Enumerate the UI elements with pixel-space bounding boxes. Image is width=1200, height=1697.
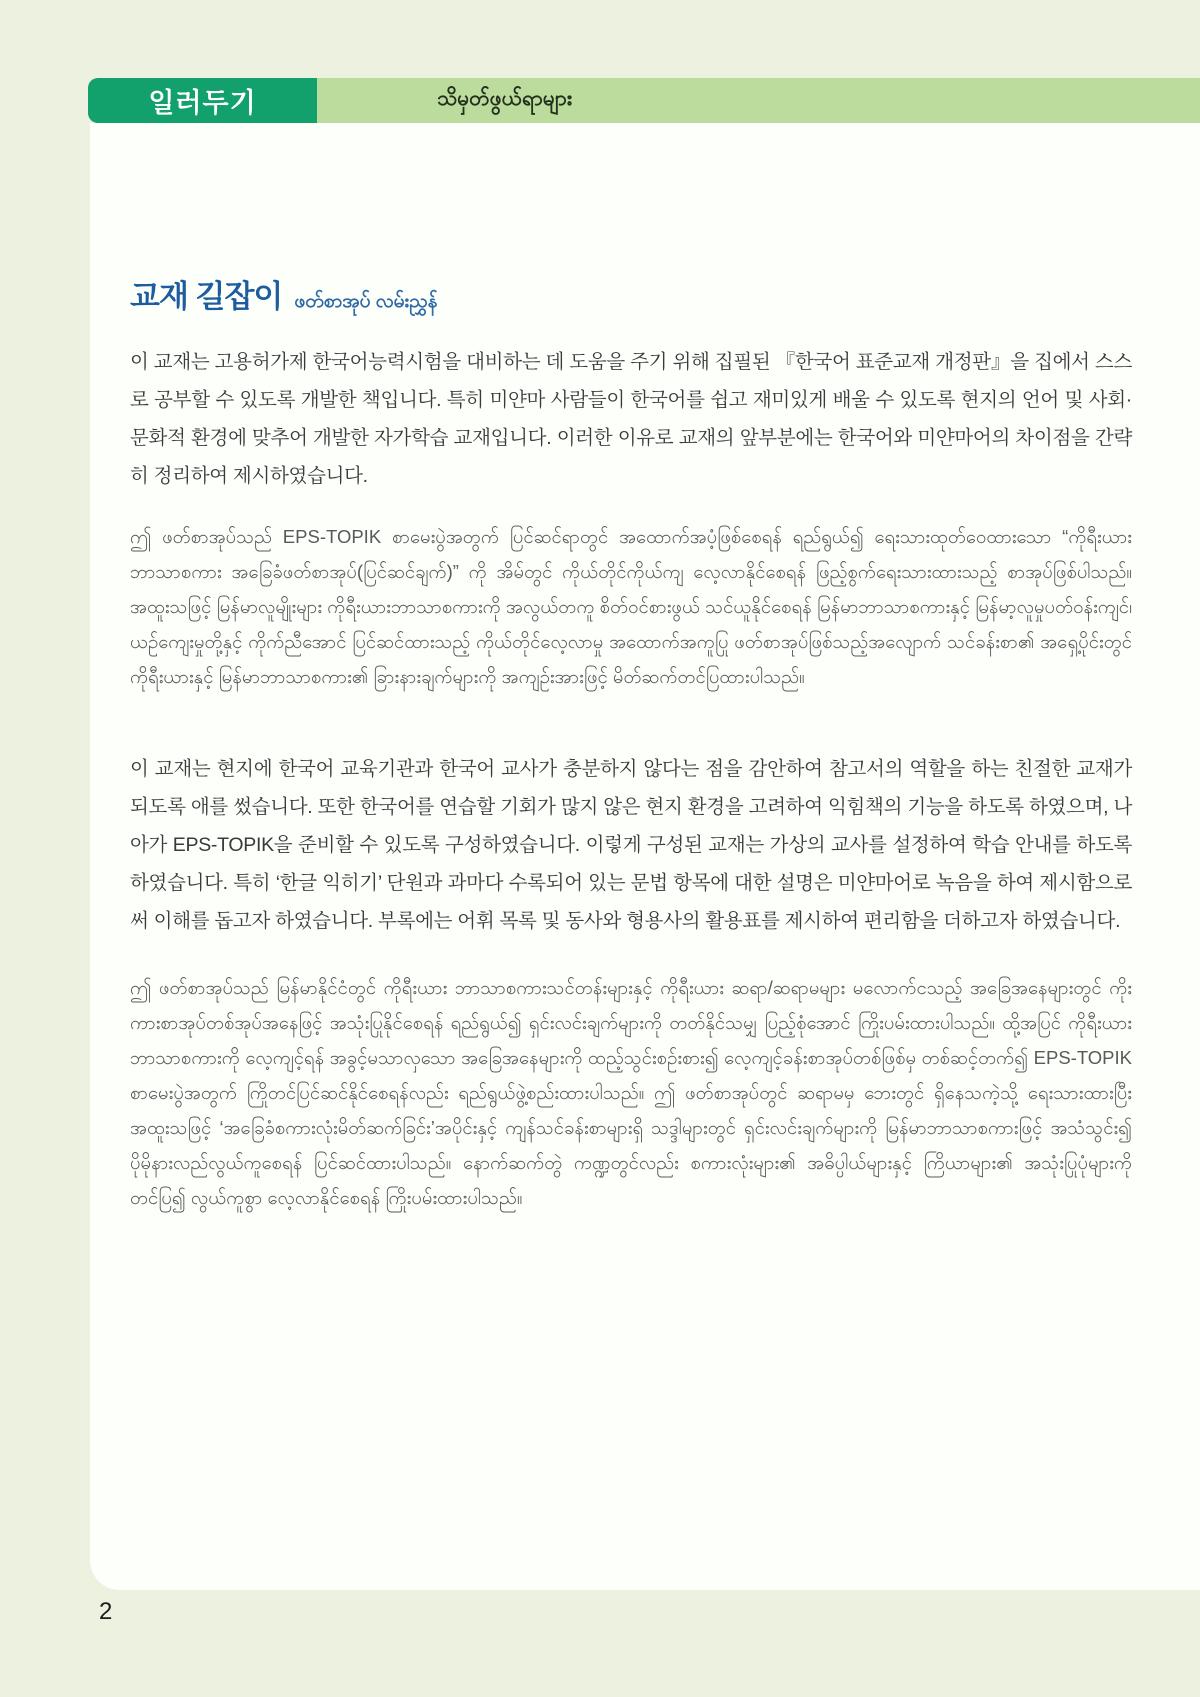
paragraph-korean-2: 이 교재는 현지에 한국어 교육기관과 한국어 교사가 충분하지 않다는 점을 감안하여 참고서의 역할을 하는 친절한 교재가 되도록 애를 썼습니다. 또한 한국어를 연습할 기회가 많지 않은 현지 환경을 고려하여 익힘책의 기능을 하도록 하였으며, 나아가 EPS-TOPIK을 준비할 수 있도록 구성하였습니다. 이렇게 구성된 교재는 가상의 교사를 설정하여 학습 안내를 하도록 하였습니다. 특히 ‘한글 익히기’ 단원과 과마다 수록되어 있는 문법 항목에 대한 설명은 미얀마어로 녹음을 하여 제시함으로써 이해를 돕고자 하였습니다. 부록에는 어휘 목록 및 동사와 형용사의 활용표를 제시하여 편리함을 더하고자 하였습니다. [130, 758, 1132, 932]
paragraph-burmese-1: ဤ ဖတ်စာအုပ်သည် EPS-TOPIK စာမေးပွဲအတွက် ပြင်ဆင်ရာတွင် အထောက်အပံ့ဖြစ်စေရန် ရည်ရွယ်၍ ရေးသားထုတ်ဝေထားသော “ကိုရီးယားဘာသာစကား အခြေခံဖတ်စာအုပ်(ပြင်ဆင်ချက်)” ကို အိမ်တွင် ကိုယ်တိုင်ကိုယ်ကျ လေ့လာနိုင်စေရန် ဖြည့်စွက်ရေးသားထားသည့် စာအုပ်ဖြစ်ပါသည်။ အထူးသဖြင့် မြန်မာလူမျိုးများ ကိုရီးယားဘာသာစကားကို အလွယ်တကူ စိတ်ဝင်စားဖွယ် သင်ယူနိုင်စေရန် မြန်မာဘာသာစကားနှင့် မြန်မာ့လူမှုပတ်ဝန်းကျင်၊ ယဉ်ကျေးမှုတို့နှင့် ကိုက်ညီအောင် ပြင်ဆင်ထားသည့် ကိုယ်တိုင်လေ့လာမှု အထောက်အကူပြု ဖတ်စာအုပ်ဖြစ်သည့်အလျောက် သင်ခန်းစာ၏ အရှေ့ပိုင်းတွင် ကိုရီးယားနှင့် မြန်မာဘာသာစကား၏ ခြားနားချက်များကို အကျဉ်းအားဖြင့် မိတ်ဆက်တင်ပြထားပါသည်။ [130, 526, 1132, 687]
chapter-tab [88, 78, 317, 123]
section-title-burmese: ဖတ်စာအုပ် လမ်းညွှန် [294, 291, 438, 312]
chapter-subtitle-label: သိမှတ်ဖွယ်ရာများ [437, 87, 573, 110]
paragraph-korean-1: 이 교재는 고용허가제 한국어능력시험을 대비하는 데 도움을 주기 위해 집필된 『한국어 표준교재 개정판』을 집에서 스스로 공부할 수 있도록 개발한 책입니다. 특히 미얀마 사람들이 한국어를 쉽고 재미있게 배울 수 있도록 현지의 언어 및 사회·문화적 환경에 맞추어 개발한 자가학습 교재입니다. 이러한 이유로 교재의 앞부분에는 한국어와 미얀마어의 차이점을 간략히 정리하여 제시하였습니다. [130, 351, 1132, 487]
chapter-header-band [88, 78, 1200, 123]
page-number: 2 [99, 1598, 113, 1625]
paragraph-burmese-2: ဤ ဖတ်စာအုပ်သည် မြန်မာနိုင်ငံတွင် ကိုရီးယား ဘာသာစကားသင်တန်းများနှင့် ကိုရီးယား ဆရာ/ဆရာမများ မလောက်ငသည့် အခြေအနေများတွင် ကိုးကားစာအုပ်တစ်အုပ်အနေဖြင့် အသုံးပြုနိုင်စေရန် ရည်ရွယ်၍ ရှင်းလင်းချက်များကို တတ်နိုင်သမျှ ပြည့်စုံအောင် ကြိုးပမ်းထားပါသည်။ ထို့အပြင် ကိုရီးယားဘာသာစကားကို လေ့ကျင့်ရန် အခွင့်မသာလှသော အခြေအနေများကို ထည့်သွင်းစဉ်းစား၍ လေ့ကျင့်ခန်းစာအုပ်တစ်ဖြစ်မှ တစ်ဆင့်တက်၍ EPS-TOPIK စာမေးပွဲအတွက် ကြိုတင်ပြင်ဆင်နိုင်စေရန်လည်း ရည်ရွယ်ဖွဲ့စည်းထားပါသည်။ ဤ ဖတ်စာအုပ်တွင် ဆရာမမှ ဘေးတွင် ရှိနေသကဲ့သို့ ရေးသားထားပြီး အထူးသဖြင့် ‘အခြေခံစကားလုံးမိတ်ဆက်ခြင်း’အပိုင်းနှင့် ကျန်သင်ခန်းစာများရှိ သဒ္ဒါများတွင် ရှင်းလင်းချက်များကို မြန်မာဘာသာစကားဖြင့် အသံသွင်း၍ ပိုမိုနားလည်လွယ်ကူစေရန် ပြင်ဆင်ထားပါသည်။ နောက်ဆက်တွဲ ကဏ္ဍတွင်လည်း စကားလုံးများ၏ အဓိပ္ပါယ်များနှင့် ကြိယာများ၏ အသုံးပြုပုံများကို တင်ပြ၍ လွယ်ကူစွာ လေ့လာနိုင်စေရန် ကြိုးပမ်းထားပါသည်။ [130, 977, 1132, 1208]
chapter-tab-label: 일러두기 [148, 88, 257, 118]
body-text [130, 343, 1130, 1215]
section-title-korean: 교재 길잡이 [130, 279, 283, 314]
chapter-subtitle-strip [317, 78, 1200, 123]
page-content-sheet [90, 123, 1200, 1590]
section-title [130, 271, 1130, 317]
